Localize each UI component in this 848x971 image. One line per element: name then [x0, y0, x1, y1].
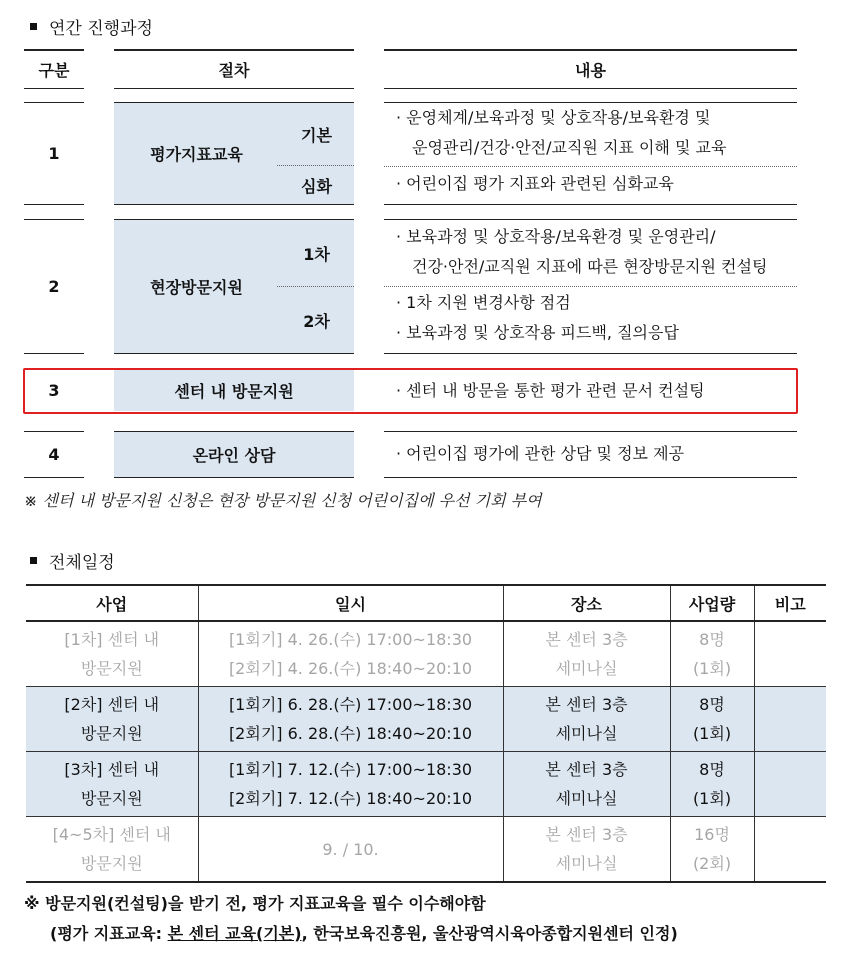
footer-note-line2: (평가 지표교육: 본 센터 교육(기본), 한국보육진흥원, 울산광역시육아종합지원센터 인정)	[50, 924, 678, 943]
row1-advanced-content: · 어린이집 평가 지표와 관련된 심화교육	[396, 174, 674, 193]
place-cell: 본 센터 3층 세미나실	[503, 621, 670, 687]
place-cell: 본 센터 3층 세미나실	[503, 817, 670, 883]
square-bullet-icon	[30, 23, 37, 30]
col-header-project: 사업	[26, 585, 198, 621]
amount-cell: 8명 (1회)	[670, 621, 754, 687]
header-procedure: 절차	[218, 60, 250, 80]
table-row	[26, 817, 826, 883]
row1-sub-advanced: 심화	[301, 176, 332, 196]
process-note: ※ 센터 내 방문지원 신청은 현장 방문지원 신청 어린이집에 우선 기회 부여	[24, 491, 542, 510]
section-title-schedule	[30, 548, 115, 573]
row2-sub-second: 2차	[303, 311, 330, 331]
place-cell: 본 센터 3층 세미나실	[503, 752, 670, 817]
row3-procedure: 센터 내 방문지원	[174, 382, 294, 401]
section-title-text: 연간 진행과정	[49, 19, 153, 39]
footer-underlined-text: 본 센터 교육(기본)	[167, 924, 302, 943]
square-bullet-icon	[30, 557, 37, 564]
highlight-box	[23, 368, 798, 414]
amount-cell: 8명 (1회)	[670, 752, 754, 817]
remark-cell	[754, 752, 826, 817]
remark-cell	[754, 687, 826, 752]
row4-number: 4	[48, 445, 60, 464]
table-row	[26, 752, 826, 817]
project-cell: [4~5차] 센터 내 방문지원	[26, 817, 198, 883]
header-content: 내용	[575, 60, 606, 80]
row1-sub-basic: 기본	[301, 125, 332, 145]
datetime-cell: 9. / 10.	[198, 817, 503, 883]
project-cell: [1차] 센터 내 방문지원	[26, 621, 198, 687]
header-division: 구분	[38, 60, 70, 80]
row3-number: 3	[48, 381, 60, 400]
row2-sub-first: 1차	[303, 244, 330, 264]
row2-procedure: 현장방문지원	[150, 278, 243, 297]
table-row	[26, 687, 826, 752]
col-header-remark: 비고	[754, 585, 826, 621]
col-header-place: 장소	[503, 585, 670, 621]
project-cell: [2차] 센터 내 방문지원	[26, 687, 198, 752]
row2-first-content: · 보육과정 및 상호작용/보육환경 및 운영관리/ 건강·안전/교직원 지표에 따른 현장방문지원 컨설팅	[396, 227, 768, 276]
row3-content: · 센터 내 방문을 통한 평가 관련 문서 컨설팅	[396, 381, 705, 400]
datetime-cell: [1회기] 4. 26.(수) 17:00~18:30 [2회기] 4. 26.(수) 18:40~20:10	[198, 621, 503, 687]
row4-procedure: 온라인 상담	[192, 446, 276, 465]
row2-second-content: · 1차 지원 변경사항 점검 · 보육과정 및 상호작용 피드백, 질의응답	[396, 293, 679, 342]
col-header-datetime: 일시	[198, 585, 503, 621]
place-cell: 본 센터 3층 세미나실	[503, 687, 670, 752]
row1-number: 1	[48, 144, 60, 163]
remark-cell	[754, 817, 826, 883]
remark-cell	[754, 621, 826, 687]
amount-cell: 8명 (1회)	[670, 687, 754, 752]
col-header-amount: 사업량	[670, 585, 754, 621]
amount-cell: 16명 (2회)	[670, 817, 754, 883]
row2-number: 2	[48, 277, 60, 296]
project-cell: [3차] 센터 내 방문지원	[26, 752, 198, 817]
datetime-cell: [1회기] 7. 12.(수) 17:00~18:30 [2회기] 7. 12.(수) 18:40~20:10	[198, 752, 503, 817]
section-title-annual-process	[30, 14, 153, 39]
table-row	[26, 621, 826, 687]
row1-basic-content: · 운영체계/보육과정 및 상호작용/보육환경 및 운영관리/건강·안전/교직원 지표 이해 및 교육	[396, 108, 727, 157]
schedule-table	[26, 584, 826, 883]
row4-content: · 어린이집 평가에 관한 상담 및 정보 제공	[396, 444, 684, 463]
footer-note-line1: ※ 방문지원(컨설팅)을 받기 전, 평가 지표교육을 필수 이수해야함	[24, 894, 486, 913]
datetime-cell: [1회기] 6. 28.(수) 17:00~18:30 [2회기] 6. 28.(수) 18:40~20:10	[198, 687, 503, 752]
section-title-text: 전체일정	[49, 553, 115, 573]
row1-procedure: 평가지표교육	[150, 145, 243, 164]
